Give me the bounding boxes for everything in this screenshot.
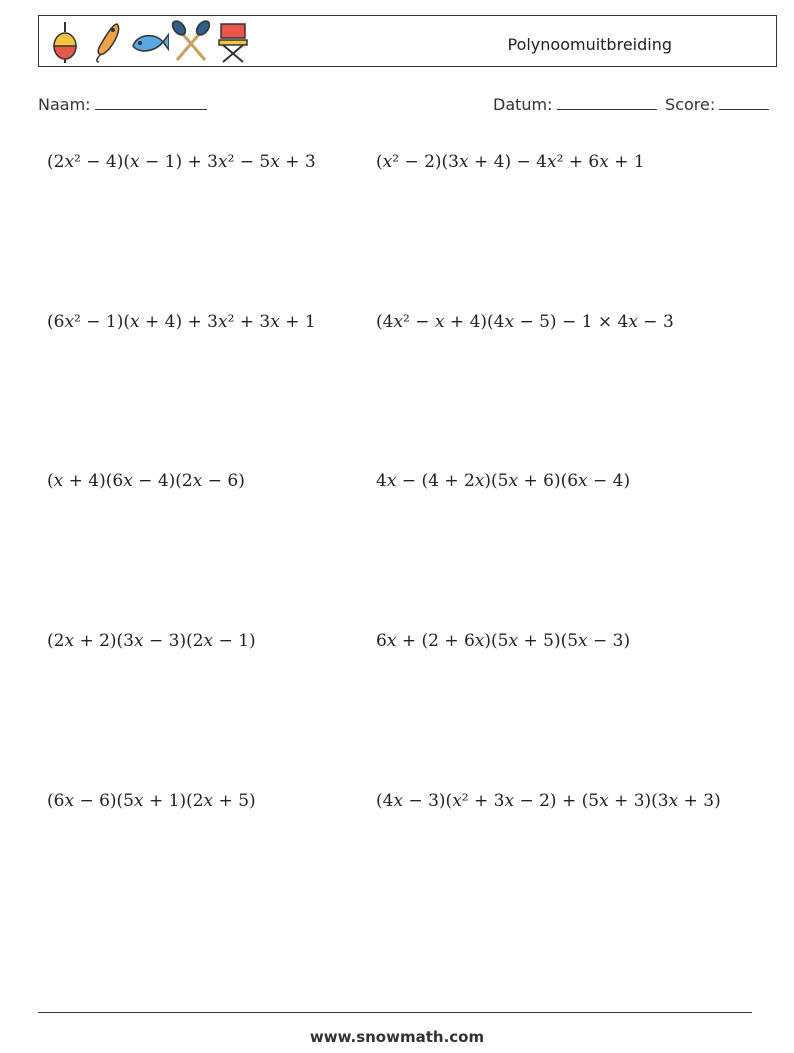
expression-part: + 1)(2 [143, 791, 204, 811]
variable-x: x [459, 152, 469, 172]
variable-x: x [270, 312, 280, 332]
variable-x: x [123, 471, 133, 491]
header-icons [45, 20, 253, 64]
variable-x: x [64, 312, 75, 332]
expression-part: 6 [376, 631, 387, 651]
variable-x: x [504, 791, 515, 811]
variable-x: x [578, 471, 588, 491]
expression-part: )(5 [484, 471, 509, 491]
crossed-paddles-icon [171, 20, 211, 64]
expression-part: − 3)( [403, 791, 453, 811]
problem-7 [47, 631, 256, 651]
expression-part: ² + 3 [461, 791, 505, 811]
fishing-bobber-icon [45, 20, 85, 64]
expression-part: (2 [47, 152, 65, 172]
fishing-lure-icon [87, 20, 127, 64]
variable-x: x [64, 152, 75, 172]
variable-x: x [386, 631, 397, 651]
date-line[interactable] [557, 93, 657, 110]
worksheet-header [38, 15, 777, 67]
expression-part: (2 [47, 631, 65, 651]
problem-6 [376, 471, 630, 491]
problem-3 [47, 312, 316, 332]
variable-x: x [53, 471, 64, 491]
variable-x: x [546, 152, 557, 172]
camping-chair-icon [213, 20, 253, 64]
variable-x: x [474, 471, 485, 491]
date-label: Datum: [493, 95, 553, 114]
expression-part: − 4)(2 [132, 471, 193, 491]
variable-x: x [599, 791, 609, 811]
problem-5 [47, 471, 245, 491]
expression-part: + 6)(6 [518, 471, 579, 491]
score-line[interactable] [719, 93, 769, 110]
variable-x: x [434, 312, 445, 332]
variable-x: x [386, 471, 397, 491]
problem-2 [376, 152, 645, 172]
score-label: Score: [665, 95, 716, 114]
expression-part: )(5 [484, 631, 509, 651]
expression-part: − 2) + (5 [514, 791, 600, 811]
variable-x: x [474, 631, 485, 651]
expression-part: + 3)(3 [608, 791, 669, 811]
variable-x: x [217, 312, 228, 332]
expression-part: 4 [376, 471, 387, 491]
variable-x: x [203, 631, 214, 651]
problem-9 [47, 791, 256, 811]
expression-part: + 1 [608, 152, 645, 172]
expression-part: ² − 5 [227, 152, 271, 172]
variable-x: x [393, 791, 404, 811]
problem-8 [376, 631, 630, 651]
variable-x: x [217, 152, 228, 172]
variable-x: x [504, 312, 515, 332]
expression-part: + 4) − 4 [468, 152, 547, 172]
variable-x: x [508, 471, 519, 491]
expression-part: + 5) [213, 791, 256, 811]
expression-part: ( [47, 471, 54, 491]
expression-part: − (4 + 2 [396, 471, 475, 491]
expression-part: + (2 + 6 [396, 631, 475, 651]
name-label: Naam: [38, 95, 91, 114]
expression-part: − 6) [202, 471, 245, 491]
variable-x: x [628, 312, 638, 332]
name-field [38, 93, 207, 114]
expression-part: − 4) [587, 471, 631, 491]
expression-part: − 1) [213, 631, 256, 651]
variable-x: x [270, 152, 280, 172]
expression-part: − 1) + 3 [139, 152, 218, 172]
expression-part: ² − [403, 312, 435, 332]
variable-x: x [668, 791, 679, 811]
expression-part: + 4) + 3 [139, 312, 218, 332]
variable-x: x [578, 631, 588, 651]
fish-icon [129, 20, 169, 64]
problem-10 [376, 791, 721, 811]
expression-part: − 3)(2 [143, 631, 204, 651]
expression-part: (6 [47, 791, 65, 811]
variable-x: x [64, 631, 75, 651]
expression-part: (6 [47, 312, 65, 332]
expression-part: + 2)(3 [74, 631, 134, 651]
footer-divider [38, 1012, 752, 1013]
variable-x: x [130, 312, 140, 332]
variable-x: x [599, 152, 609, 172]
expression-part: + 3) [678, 791, 721, 811]
name-line[interactable] [95, 93, 207, 110]
expression-part: (4 [376, 312, 394, 332]
expression-part: − 5) − 1 × 4 [514, 312, 629, 332]
problem-1 [47, 152, 316, 172]
expression-part: + 1 [279, 312, 316, 332]
expression-part: + 5)(5 [518, 631, 579, 651]
expression-part: (4 [376, 791, 394, 811]
footer-site: www.snowmath.com [309, 1028, 485, 1046]
expression-part: ² + 6 [556, 152, 600, 172]
problem-4 [376, 312, 674, 332]
expression-part: + 4)(6 [63, 471, 124, 491]
variable-x: x [192, 471, 203, 491]
expression-part: ² − 4)( [74, 152, 130, 172]
variable-x: x [508, 631, 519, 651]
variable-x: x [130, 152, 140, 172]
expression-part: − 3) [587, 631, 631, 651]
variable-x: x [203, 791, 214, 811]
expression-part: + 4)(4 [444, 312, 505, 332]
expression-part: ² − 1)( [74, 312, 130, 332]
expression-part: − 3 [637, 312, 674, 332]
score-field [665, 93, 769, 114]
expression-part: ² − 2)(3 [392, 152, 459, 172]
expression-part: ² + 3 [227, 312, 271, 332]
variable-x: x [134, 791, 144, 811]
worksheet-title: Polynoomuitbreiding [507, 35, 672, 54]
variable-x: x [134, 631, 144, 651]
expression-part: − 6)(5 [74, 791, 134, 811]
variable-x: x [452, 791, 462, 811]
expression-part: + 3 [279, 152, 316, 172]
variable-x: x [64, 791, 75, 811]
variable-x: x [382, 152, 393, 172]
expression-part: ( [376, 152, 383, 172]
date-field [493, 93, 657, 114]
variable-x: x [393, 312, 404, 332]
